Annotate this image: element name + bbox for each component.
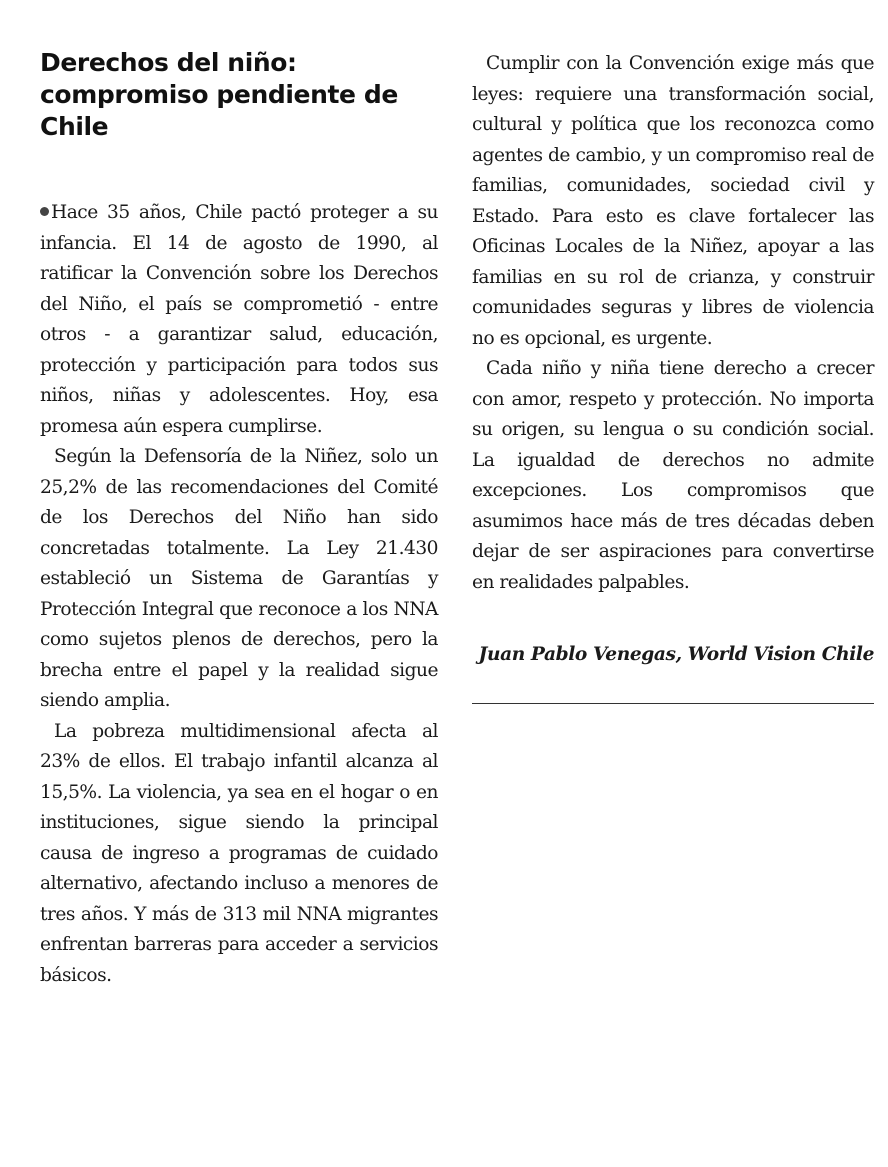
article-headline: Derechos del niño: compromiso pendiente de Chile [40, 48, 398, 141]
left-column [40, 0, 438, 991]
author-signature: Juan Pablo Venegas, World Vision Chile [478, 644, 874, 665]
right-column [472, 0, 874, 704]
bullet-icon [40, 207, 49, 216]
article-body-right [472, 49, 874, 598]
article-paragraph: Cumplir con la Convención exige más que leyes: requiere una transformación social, cultural y política que los reconozca como agentes de cambio, y un compromiso real de familias, comunidades, sociedad civil y Estado. Para esto es clave fortalecer las Oficinas Locales de la Niñez, apoyar a las familias en su rol de crianza, y construir comunidades seguras y libres de violencia no es opcional, es urgente. [472, 53, 874, 349]
article-paragraph: Hace 35 años, Chile pactó proteger a su infancia. El 14 de agosto de 1990, al ratificar la Convención sobre los Derechos del Niño, el país se comprometió - entre otros - a garantizar salud, educación, protección y participación para todos sus niños, niñas y adolescentes. Hoy, esa promesa aún espera cumplirse. [40, 202, 438, 437]
article-paragraph: Cada niño y niña tiene derecho a crecer con amor, respeto y protección. No importa su origen, su lengua o su condición social. La igualdad de derechos no admite excepciones. Los compromisos que asumimos hace más de tres décadas deben dejar de ser aspiraciones para convertirse en realidades palpables. [472, 358, 874, 593]
article-paragraph: Según la Defensoría de la Niñez, solo un 25,2% de las recomendaciones del Comité de los Derechos del Niño han sido concretadas totalmente. La Ley 21.430 estableció un Sistema de Garantías y Protección Integral que reconoce a los NNA como sujetos plenos de derechos, pero la brecha entre el papel y la realidad sigue siendo amplia. [40, 446, 438, 711]
article-body-left [40, 198, 438, 991]
article-paragraph: La pobreza multidimensional afecta al 23% de ellos. El trabajo infantil alcanza al 15,5%. La violencia, ya sea en el hogar o en instituciones, sigue siendo la principal causa de ingreso a programas de cuidado alternativo, afectando incluso a menores de tres años. Y más de 313 mil NNA migrantes enfrentan barreras para acceder a servicios básicos. [40, 720, 438, 986]
divider-rule [472, 703, 874, 704]
